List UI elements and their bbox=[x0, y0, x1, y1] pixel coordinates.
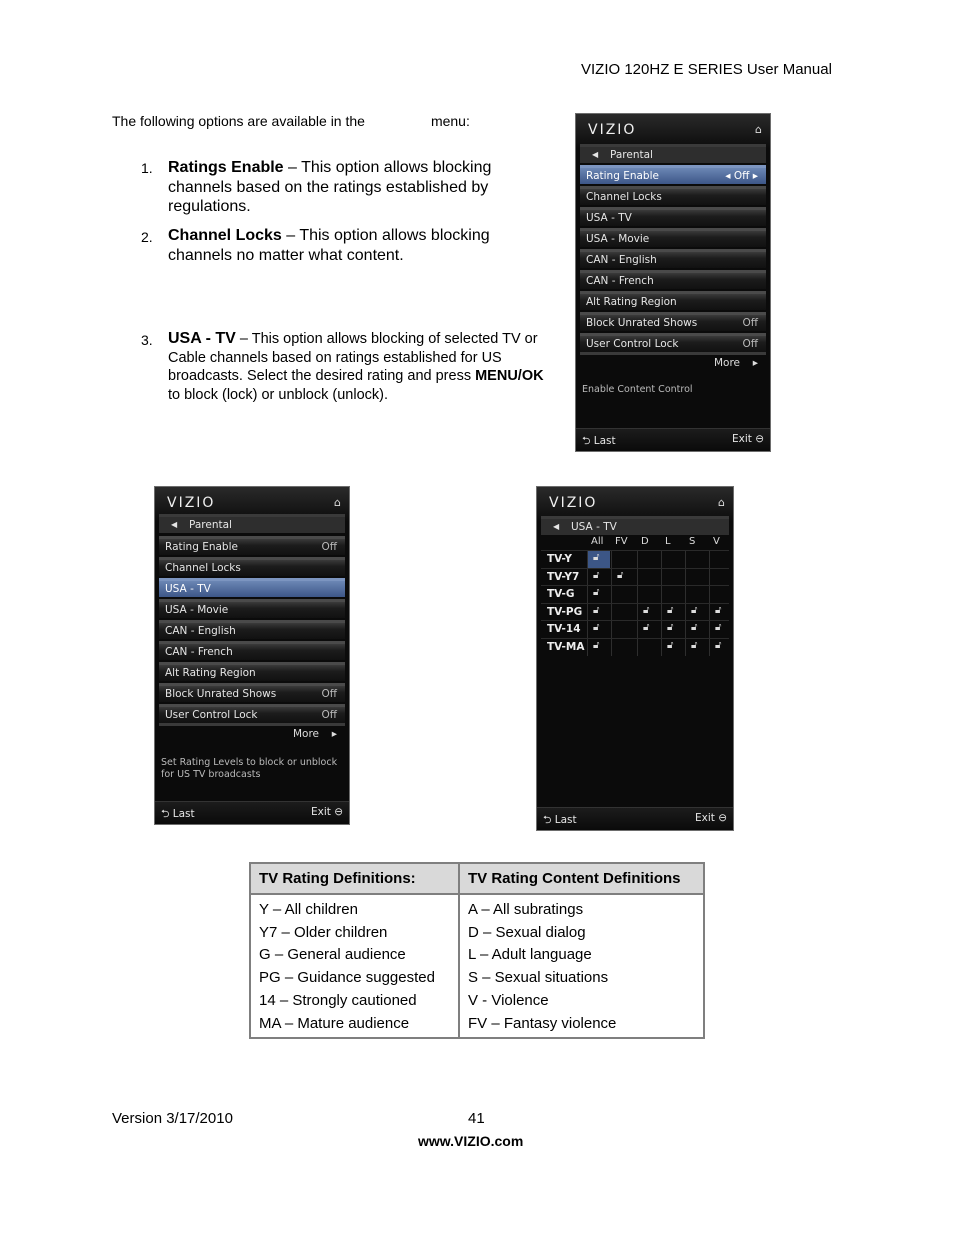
menu-item-alt-rating-region[interactable] bbox=[580, 291, 766, 310]
rating-label: TV-Y7 bbox=[547, 570, 580, 583]
tv-footer bbox=[537, 807, 733, 830]
lock-cell[interactable] bbox=[685, 569, 708, 586]
unlock-icon: 🔓︎ bbox=[691, 622, 698, 634]
website-link[interactable]: www.VIZIO.com bbox=[418, 1133, 524, 1149]
menu-item-can-french[interactable] bbox=[580, 270, 766, 289]
lock-cell[interactable] bbox=[611, 604, 634, 621]
lock-cell[interactable] bbox=[685, 639, 708, 656]
more-button[interactable] bbox=[159, 723, 345, 742]
column-header: D bbox=[641, 536, 649, 547]
menu-item-label: CAN - French bbox=[586, 275, 654, 287]
menu-item-label: Block Unrated Shows bbox=[165, 688, 277, 700]
vizio-logo: VIZIO bbox=[549, 495, 598, 511]
definition-line: Y – All children bbox=[259, 901, 358, 918]
table-header: TV Rating Content Definitions bbox=[459, 863, 704, 894]
unlock-icon: 🔓︎ bbox=[715, 604, 722, 616]
unlock-icon: 🔓︎ bbox=[715, 640, 722, 651]
tv-footer bbox=[576, 428, 770, 451]
item-2-desc: – This option allows blocking channels no matter what content. bbox=[168, 227, 490, 264]
column-header: All bbox=[591, 536, 604, 547]
menu-item-label: USA - Movie bbox=[586, 233, 650, 245]
menu-item-label: User Control Lock bbox=[165, 709, 258, 721]
rating-row[interactable] bbox=[541, 550, 729, 568]
item-1-term: Ratings Enable bbox=[168, 159, 284, 176]
lock-cell[interactable] bbox=[661, 604, 684, 621]
last-button[interactable]: ⮌ Last bbox=[582, 435, 616, 447]
menu-item-rating-enable[interactable] bbox=[159, 536, 345, 555]
menu-item-usa-movie[interactable] bbox=[580, 228, 766, 247]
rating-row[interactable] bbox=[541, 585, 729, 603]
lock-cell[interactable] bbox=[587, 569, 610, 586]
last-button[interactable]: ⮌ Last bbox=[543, 814, 577, 826]
rating-label: TV-14 bbox=[547, 623, 581, 636]
item-3-desc-a: – This option allows blocking of selected TV or Cable channels based on ratings established for US broadcasts. Select the desired rating and press bbox=[168, 331, 538, 384]
lock-cell[interactable] bbox=[661, 569, 684, 586]
content-definitions-cell bbox=[459, 894, 704, 1038]
rating-label: TV-G bbox=[547, 588, 575, 601]
menu-item-rating-enable[interactable] bbox=[580, 165, 766, 184]
menu-item-label: Channel Locks bbox=[586, 191, 662, 203]
menu-item-label: Alt Rating Region bbox=[586, 296, 677, 308]
menu-item-value: Off bbox=[321, 709, 337, 721]
lock-cell[interactable] bbox=[637, 551, 660, 568]
lock-cell[interactable] bbox=[661, 586, 684, 603]
breadcrumb-label: Parental bbox=[189, 519, 232, 531]
home-icon[interactable]: ⌂ bbox=[334, 496, 341, 509]
item-usa-tv bbox=[168, 330, 548, 404]
rating-row[interactable] bbox=[541, 638, 729, 656]
item-1-desc: – This option allows blocking channels based on the ratings established by regulations. bbox=[168, 159, 492, 215]
back-arrow-icon: ◀ bbox=[553, 522, 560, 531]
definition-line: S – Sexual situations bbox=[468, 969, 609, 987]
rating-label: TV-PG bbox=[547, 605, 583, 618]
breadcrumb[interactable] bbox=[541, 516, 729, 535]
item-1-number: 1. bbox=[141, 160, 153, 176]
back-arrow-icon: ◀ bbox=[592, 150, 599, 159]
lock-cell[interactable] bbox=[611, 569, 634, 586]
lock-cell[interactable] bbox=[637, 569, 660, 586]
menu-item-value: Off bbox=[742, 317, 758, 329]
unlock-icon: 🔓︎ bbox=[593, 587, 600, 599]
column-header: S bbox=[689, 536, 696, 547]
lock-cell[interactable] bbox=[709, 586, 732, 603]
exit-button[interactable]: Exit ⊖ bbox=[694, 812, 727, 824]
definition-line: MA – Mature audience bbox=[259, 1014, 410, 1032]
exit-button[interactable]: Exit ⊖ bbox=[310, 806, 343, 818]
breadcrumb[interactable] bbox=[159, 514, 345, 533]
menu-item-label: User Control Lock bbox=[586, 338, 679, 350]
rating-label: TV-MA bbox=[547, 641, 585, 653]
definition-line: V - Violence bbox=[468, 991, 549, 1009]
vizio-logo: VIZIO bbox=[588, 122, 637, 138]
vizio-logo: VIZIO bbox=[167, 495, 216, 511]
unlock-icon: 🔓︎ bbox=[643, 622, 650, 634]
menu-item-label: Rating Enable bbox=[586, 170, 659, 182]
unlock-icon: 🔓︎ bbox=[593, 640, 600, 651]
home-icon[interactable]: ⌂ bbox=[718, 496, 725, 509]
definition-line: FV – Fantasy violence bbox=[468, 1014, 617, 1032]
menu-item-usa-tv[interactable] bbox=[159, 578, 345, 597]
lock-cell[interactable] bbox=[709, 551, 732, 568]
tv-menu-parental-1 bbox=[575, 113, 771, 452]
menu-description: Set Rating Levels to block or unblock for US TV broadcasts bbox=[161, 757, 338, 780]
menu-item-label: CAN - French bbox=[165, 646, 233, 658]
tv-menu-parental-2 bbox=[154, 486, 350, 825]
definition-line: G – General audience bbox=[259, 946, 406, 964]
breadcrumb-label: Parental bbox=[610, 149, 653, 161]
menu-item-label: CAN - English bbox=[586, 254, 657, 266]
item-channel-locks bbox=[168, 226, 548, 265]
back-arrow-icon: ◀ bbox=[171, 520, 178, 529]
item-2-term: Channel Locks bbox=[168, 227, 282, 244]
lock-cell[interactable] bbox=[611, 639, 634, 656]
rating-row[interactable] bbox=[541, 568, 729, 586]
lock-cell[interactable] bbox=[709, 621, 732, 638]
table-row bbox=[250, 894, 704, 1038]
menu-item-usa-tv[interactable] bbox=[580, 207, 766, 226]
unlock-icon: 🔓︎ bbox=[643, 604, 650, 616]
unlock-icon: 🔓︎ bbox=[617, 569, 624, 581]
menu-item-channel-locks[interactable] bbox=[580, 186, 766, 205]
lock-cell[interactable] bbox=[685, 604, 708, 621]
menu-item-value: Off bbox=[321, 541, 337, 553]
column-header: V bbox=[713, 536, 720, 547]
intro-text bbox=[112, 113, 470, 129]
lock-cell[interactable] bbox=[685, 551, 708, 568]
lock-cell[interactable] bbox=[709, 604, 732, 621]
definition-line: Y7 – Older children bbox=[259, 923, 388, 941]
home-icon[interactable]: ⌂ bbox=[755, 123, 762, 136]
unlock-icon: 🔓︎ bbox=[593, 622, 600, 634]
item-2-number: 2. bbox=[141, 229, 153, 245]
unlock-icon: 🔓︎ bbox=[667, 604, 674, 616]
menu-item-label: Channel Locks bbox=[165, 562, 241, 574]
chevron-right-icon: ▸ bbox=[331, 728, 337, 740]
menu-item-can-english[interactable] bbox=[580, 249, 766, 268]
item-3-number: 3. bbox=[141, 332, 153, 348]
unlock-icon: 🔓︎ bbox=[667, 622, 674, 634]
intro-before: The following options are available in the bbox=[112, 113, 365, 129]
definition-line: 14 – Strongly cautioned bbox=[259, 991, 417, 1009]
menu-item-label: USA - Movie bbox=[165, 604, 229, 616]
item-3-desc-b: to block (lock) or unblock (unlock). bbox=[168, 386, 388, 403]
menu-item-label: USA - TV bbox=[165, 583, 211, 595]
menu-item-label: USA - TV bbox=[586, 212, 632, 224]
table-header: TV Rating Definitions: bbox=[250, 863, 459, 894]
menu-item-label: CAN - English bbox=[165, 625, 236, 637]
exit-button[interactable]: Exit ⊖ bbox=[731, 433, 764, 445]
rating-definitions-table bbox=[249, 862, 705, 1039]
lock-cell[interactable] bbox=[685, 621, 708, 638]
menu-item-can-english[interactable] bbox=[159, 620, 345, 639]
unlock-icon: 🔓︎ bbox=[715, 622, 722, 634]
menu-item-label: Alt Rating Region bbox=[165, 667, 256, 679]
intro-after: menu: bbox=[430, 113, 470, 129]
definition-line: A – All subratings bbox=[468, 901, 584, 918]
unlock-icon: 🔓︎ bbox=[593, 604, 600, 616]
lock-cell[interactable] bbox=[637, 639, 660, 656]
rating-definitions-cell bbox=[250, 894, 459, 1038]
tv-footer bbox=[155, 801, 349, 824]
definition-line: L – Adult language bbox=[468, 946, 592, 964]
lock-cell[interactable] bbox=[587, 639, 610, 656]
chevron-right-icon: ▸ bbox=[752, 357, 758, 369]
more-label: More bbox=[713, 357, 740, 369]
definition-line: D – Sexual dialog bbox=[468, 923, 586, 941]
more-button[interactable] bbox=[580, 352, 766, 371]
menu-item-channel-locks[interactable] bbox=[159, 557, 345, 576]
menu-item-user-control-lock[interactable] bbox=[580, 333, 766, 352]
manual-header: VIZIO 120HZ E SERIES User Manual bbox=[581, 61, 832, 78]
lock-cell[interactable] bbox=[611, 586, 634, 603]
item-ratings-enable bbox=[168, 158, 548, 217]
lock-cell[interactable] bbox=[685, 586, 708, 603]
unlock-icon: 🔓︎ bbox=[691, 640, 698, 651]
rating-label: TV-Y bbox=[547, 553, 572, 565]
lock-cell[interactable] bbox=[587, 621, 610, 638]
menu-item-value: ◂ Off ▸ bbox=[725, 170, 758, 182]
lock-cell[interactable] bbox=[661, 639, 684, 656]
lock-cell[interactable] bbox=[661, 621, 684, 638]
lock-cell[interactable] bbox=[709, 569, 732, 586]
item-3-term: USA - TV bbox=[168, 330, 236, 347]
rating-row[interactable] bbox=[541, 620, 729, 638]
rating-row[interactable] bbox=[541, 603, 729, 621]
unlock-icon: 🔓︎ bbox=[667, 640, 674, 651]
tv-menu-usa-tv-grid bbox=[536, 486, 734, 831]
lock-cell[interactable] bbox=[637, 604, 660, 621]
lock-cell[interactable] bbox=[637, 586, 660, 603]
definition-line: PG – Guidance suggested bbox=[259, 969, 435, 987]
menu-item-label: Block Unrated Shows bbox=[586, 317, 698, 329]
lock-cell[interactable] bbox=[587, 551, 610, 568]
menu-item-block-unrated[interactable] bbox=[580, 312, 766, 331]
column-header: FV bbox=[615, 536, 628, 547]
last-button[interactable]: ⮌ Last bbox=[161, 808, 195, 820]
unlock-icon: 🔓︎ bbox=[593, 569, 600, 581]
menu-item-can-french[interactable] bbox=[159, 641, 345, 660]
lock-cell[interactable] bbox=[587, 604, 610, 621]
version-text: Version 3/17/2010 bbox=[112, 1110, 233, 1127]
item-3-key: MENU/OK bbox=[475, 368, 544, 384]
lock-cell[interactable] bbox=[611, 551, 634, 568]
menu-item-value: Off bbox=[742, 338, 758, 350]
unlock-icon: 🔓︎ bbox=[691, 604, 698, 616]
unlock-icon: 🔓︎ bbox=[593, 552, 600, 563]
lock-cell[interactable] bbox=[709, 639, 732, 656]
table-header-row bbox=[250, 863, 704, 894]
menu-item-label: Rating Enable bbox=[165, 541, 238, 553]
lock-cell[interactable] bbox=[661, 551, 684, 568]
more-label: More bbox=[292, 728, 319, 740]
page-number: 41 bbox=[468, 1110, 485, 1127]
menu-item-usa-movie[interactable] bbox=[159, 599, 345, 618]
menu-item-value: Off bbox=[321, 688, 337, 700]
menu-item-block-unrated[interactable] bbox=[159, 683, 345, 702]
menu-item-user-control-lock[interactable] bbox=[159, 704, 345, 723]
menu-description: Enable Content Control bbox=[582, 384, 693, 395]
lock-cell[interactable] bbox=[611, 621, 634, 638]
column-header: L bbox=[665, 536, 671, 547]
breadcrumb-label: USA - TV bbox=[571, 521, 617, 533]
lock-cell[interactable] bbox=[587, 586, 610, 603]
breadcrumb[interactable] bbox=[580, 144, 766, 163]
menu-item-alt-rating-region[interactable] bbox=[159, 662, 345, 681]
lock-cell[interactable] bbox=[637, 621, 660, 638]
